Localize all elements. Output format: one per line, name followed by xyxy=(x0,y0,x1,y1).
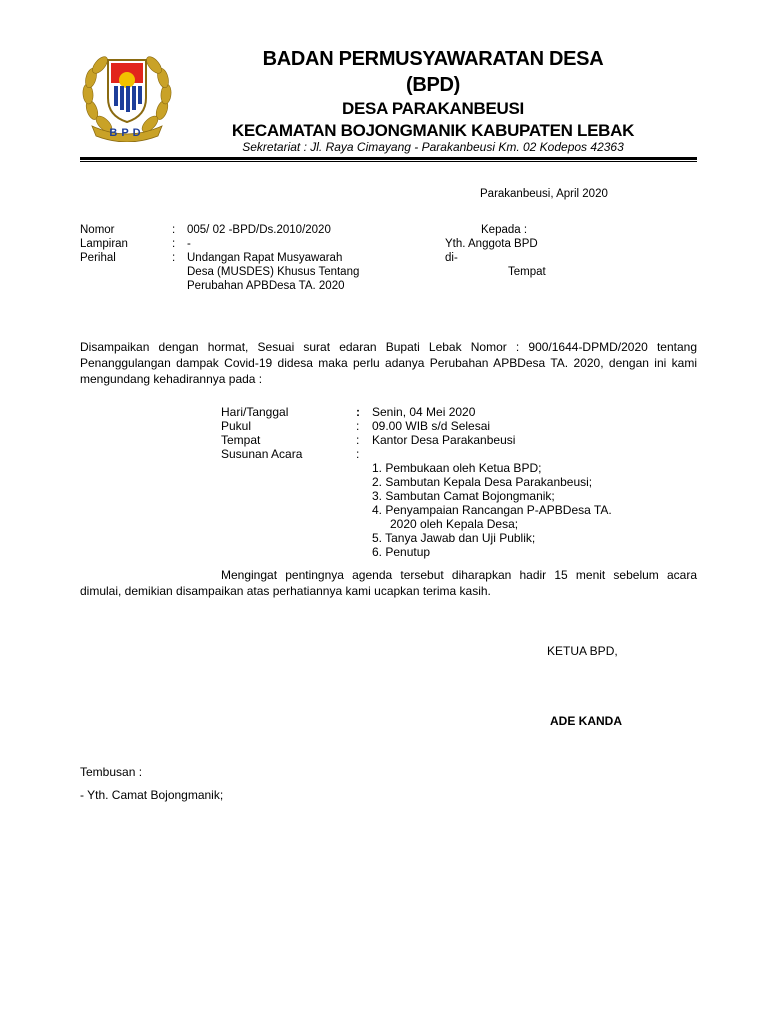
colon: : xyxy=(356,405,360,419)
header-rule-thick xyxy=(80,157,697,160)
cc-item: - Yth. Camat Bojongmanik; xyxy=(80,788,224,802)
perihal-label: Perihal xyxy=(80,252,116,264)
colon: : xyxy=(356,419,360,433)
tempat-value: Kantor Desa Parakanbeusi xyxy=(372,433,516,447)
cc-label: Tembusan : xyxy=(80,765,143,779)
perihal-line: Perubahan APBDesa TA. 2020 xyxy=(187,280,345,292)
signature-title: KETUA BPD, xyxy=(547,644,618,658)
lampiran-label: Lampiran xyxy=(80,238,128,250)
agenda-item: 6. Penutup xyxy=(372,545,431,559)
recipient-name: Yth. Anggota BPD xyxy=(445,238,538,250)
header-rule-thin xyxy=(80,161,697,162)
nomor-value: 005/ 02 -BPD/Ds.2010/2020 xyxy=(187,224,331,236)
opening-paragraph: Disampaikan dengan hormat, Sesuai surat edaran Bupati Lebak Nomor : 900/1644-DPMD/2020 tentang Penanggulangan dampak Covid-19 didesa maka perlu adanya Perubahan APBDesa TA. 2020, dengan ini kami mengundang kehadirannya pada : xyxy=(80,340,697,386)
recipient-place: Tempat xyxy=(508,266,546,278)
secretariat-address: Sekretariat : Jl. Raya Cimayang - Parakanbeusi Km. 02 Kodepos 42363 xyxy=(242,140,624,154)
closing-paragraph: Mengingat pentingnya agenda tersebut diharapkan hadir 15 menit sebelum acara dimulai, demikian disampaikan atas perhatiannya kami ucapkan terima kasih. xyxy=(80,568,697,598)
agenda-item: 4. Penyampaian Rancangan P-APBDesa TA. xyxy=(372,503,612,517)
svg-text:BPD: BPD xyxy=(109,127,145,139)
agenda-item-continued: 2020 oleh Kepala Desa; xyxy=(390,517,519,531)
agenda-item: 5. Tanya Jawab dan Uji Publik; xyxy=(372,531,536,545)
colon: : xyxy=(172,224,176,236)
perihal-line: Desa (MUSDES) Khusus Tentang xyxy=(187,266,360,278)
agenda-item: 1. Pembukaan oleh Ketua BPD; xyxy=(372,461,542,475)
tempat-label: Tempat xyxy=(221,433,261,447)
perihal-line: Undangan Rapat Musyawarah xyxy=(187,252,343,264)
pukul-label: Pukul xyxy=(221,419,252,433)
kepada-label: Kepada : xyxy=(481,224,528,236)
bpd-emblem-logo xyxy=(78,50,176,142)
village-name: DESA PARAKANBEUSI xyxy=(342,99,524,118)
org-name: BADAN PERMUSYAWARATAN DESA xyxy=(262,48,604,70)
hari-label: Hari/Tanggal xyxy=(221,405,289,419)
colon: : xyxy=(172,252,176,264)
susunan-label: Susunan Acara xyxy=(221,447,303,461)
agenda-item: 3. Sambutan Camat Bojongmanik; xyxy=(372,489,555,503)
place-date: Parakanbeusi, April 2020 xyxy=(480,188,608,200)
colon: : xyxy=(356,433,360,447)
pukul-value: 09.00 WIB s/d Selesai xyxy=(372,419,491,433)
nomor-label: Nomor xyxy=(80,224,115,236)
colon: : xyxy=(356,447,360,461)
signature-name: ADE KANDA xyxy=(550,714,622,728)
agenda-item: 2. Sambutan Kepala Desa Parakanbeusi; xyxy=(372,475,593,489)
district-name: KECAMATAN BOJONGMANIK KABUPATEN LEBAK xyxy=(231,121,635,140)
hari-value: Senin, 04 Mei 2020 xyxy=(372,405,476,419)
lampiran-value: - xyxy=(187,238,191,250)
org-abbr: (BPD) xyxy=(405,74,461,96)
colon: : xyxy=(172,238,176,250)
recipient-di: di- xyxy=(445,252,458,264)
